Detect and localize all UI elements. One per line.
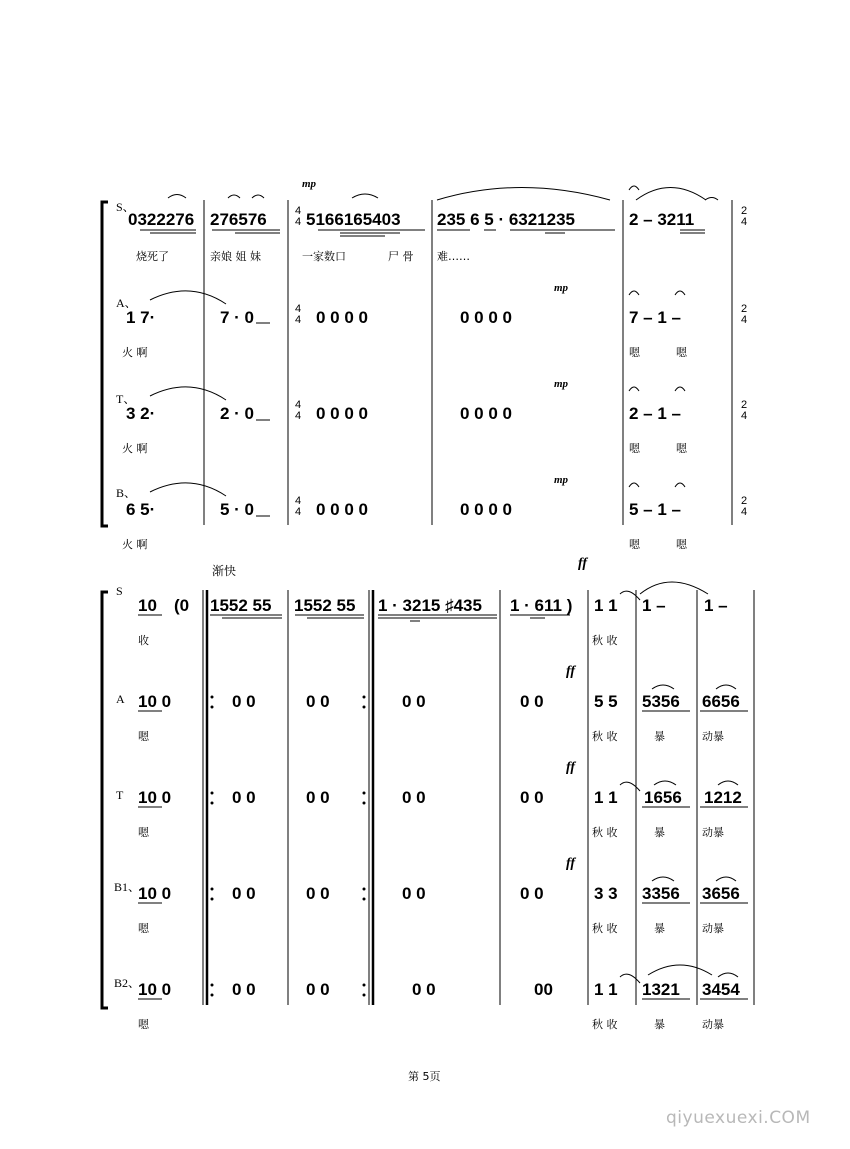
bass-time-signature: 4 4: [294, 495, 302, 518]
b2-lyric-1: 嗯: [138, 1018, 149, 1031]
a-lyric-3: 嗯: [676, 346, 687, 359]
b1-n7: 3356: [642, 884, 680, 903]
alto-dynamics: mp: [554, 282, 569, 294]
t2-lyric-3: 暴: [654, 826, 665, 839]
t-bar3-notes: 0 0 0 0: [316, 404, 368, 423]
b-lyric-2: 嗯: [629, 538, 640, 551]
b-bar3-notes: 0 0 0 0: [316, 500, 368, 519]
part-label-bass: B、: [116, 486, 137, 500]
a2-n2: 0 0: [232, 692, 256, 711]
tenor-dynamics: mp: [554, 378, 569, 390]
t-bar5-notes: 2 – 1 –: [629, 404, 681, 423]
b2-n4: 0 0: [412, 980, 436, 999]
a2-n8: 6656: [702, 692, 740, 711]
s2-n8: 1 –: [642, 596, 666, 615]
b2-lyric-3: 暴: [654, 1018, 665, 1031]
b2-n3: 0 0: [306, 980, 330, 999]
s2-lyric-1: 收: [138, 634, 149, 647]
system1-beams: [140, 230, 705, 516]
b2-n2: 0 0: [232, 980, 256, 999]
b-bar1-notes: 6 5·: [126, 500, 156, 519]
b1-n3: 0 0: [306, 884, 330, 903]
s-lyric-2: 亲娘 姐 妹: [210, 250, 261, 263]
b2-n5: 00: [534, 980, 553, 999]
b1-dynamics: ff: [566, 856, 576, 871]
alto-time-signature: 4 4: [294, 303, 302, 326]
b2-n1: 10 0: [138, 980, 172, 999]
b-bar2-notes: 5 · 0: [220, 500, 255, 519]
a2-n7: 5356: [642, 692, 680, 711]
time-signature-2-4: 2 4: [740, 205, 748, 228]
s2-n2: (0: [174, 596, 190, 615]
a2-n3: 0 0: [306, 692, 330, 711]
t2-n1: 10 0: [138, 788, 172, 807]
b1-lyric-1: 嗯: [138, 922, 149, 935]
a-bar1-notes: 1 7·: [126, 308, 156, 327]
s-bar2-notes: 276576: [210, 210, 267, 229]
dynamics-ff: ff: [578, 556, 588, 571]
b-bar5-notes: 5 – 1 –: [629, 500, 681, 519]
s-lyric-3: 一家数口: [302, 250, 346, 263]
s-bar3-notes: 5166165403: [306, 210, 401, 229]
page-number: 第 5页: [408, 1070, 441, 1083]
part-label-alto: A、: [116, 296, 137, 310]
tenor-time-signature: 4 4: [294, 399, 302, 422]
b-bar4-notes: 0 0 0 0: [460, 500, 512, 519]
a2-n4: 0 0: [402, 692, 426, 711]
bass-dynamics: mp: [554, 474, 569, 486]
t-lyric-3: 嗯: [676, 442, 687, 455]
t-bar2-notes: 2 · 0: [220, 404, 255, 423]
a-bar4-notes: 0 0 0 0: [460, 308, 512, 327]
t2-dynamics: ff: [566, 760, 576, 775]
b1-n2: 0 0: [232, 884, 256, 903]
t2-lyric-2: 秋 收: [592, 826, 618, 839]
b-lyric-1: 火 啊: [122, 538, 148, 551]
t2-n6: 1 1: [594, 788, 618, 807]
s2-n9: 1 –: [704, 596, 728, 615]
a2-n1: 10 0: [138, 692, 172, 711]
b1-label: B1、: [114, 880, 141, 894]
t2-n5: 0 0: [520, 788, 544, 807]
a2-n5: 0 0: [520, 692, 544, 711]
b2-n6: 1 1: [594, 980, 618, 999]
a-bar2-notes: 7 · 0: [220, 308, 255, 327]
b1-n8: 3656: [702, 884, 740, 903]
s2-n7: 1 1: [594, 596, 618, 615]
s-lyric-5: 难……: [437, 250, 470, 263]
a2-label: A: [116, 692, 125, 706]
t2-n8: 1212: [704, 788, 742, 807]
b1-n1: 10 0: [138, 884, 172, 903]
a-bar5-notes: 7 – 1 –: [629, 308, 681, 327]
b1-lyric-2: 秋 收: [592, 922, 618, 935]
bass-time-signature-out: 2 4: [740, 495, 748, 518]
s-bar4-notes: 235 6 5 · 6321235: [437, 210, 576, 229]
a2-lyric-1: 嗯: [138, 730, 149, 743]
b1-lyric-4: 动暴: [702, 922, 724, 935]
b1-n4: 0 0: [402, 884, 426, 903]
b2-lyric-2: 秋 收: [592, 1018, 618, 1031]
tenor-time-signature-out: 2 4: [740, 399, 748, 422]
t2-n4: 0 0: [402, 788, 426, 807]
t-lyric-1: 火 啊: [122, 442, 148, 455]
t2-n3: 0 0: [306, 788, 330, 807]
b1-n5: 0 0: [520, 884, 544, 903]
b2-label: B2、: [114, 976, 141, 990]
s2-lyric-2: 秋 收: [592, 634, 618, 647]
t2-n7: 1656: [644, 788, 682, 807]
a2-dynamics: ff: [566, 664, 576, 679]
s2-n4: 1552 55: [294, 596, 356, 615]
a2-n6: 5 5: [594, 692, 618, 711]
part-label-soprano: S、: [116, 200, 135, 214]
b-lyric-3: 嗯: [676, 538, 687, 551]
t-bar4-notes: 0 0 0 0: [460, 404, 512, 423]
s2-n5: 1 · 3215 ♯435: [378, 596, 482, 615]
s-lyric-1: 烧死了: [136, 250, 169, 263]
s-bar1-notes: 0322276: [128, 210, 195, 229]
b1-n6: 3 3: [594, 884, 618, 903]
t2-lyric-1: 嗯: [138, 826, 149, 839]
b2-n8: 3454: [702, 980, 740, 999]
system1-barlines: [204, 200, 732, 525]
dynamics-mp: mp: [302, 178, 317, 190]
a2-lyric-4: 动暴: [702, 730, 724, 743]
a-lyric-2: 嗯: [629, 346, 640, 359]
a-lyric-1: 火 啊: [122, 346, 148, 359]
watermark-text: qiyuexuexi.COM: [666, 1108, 811, 1128]
t2-lyric-4: 动暴: [702, 826, 724, 839]
t2-label: T: [116, 788, 124, 802]
a2-lyric-2: 秋 收: [592, 730, 618, 743]
tempo-marking: 渐快: [212, 564, 237, 578]
time-signature-4-4: 4 4: [294, 205, 302, 228]
system1-brace: [102, 202, 108, 526]
t-bar1-notes: 3 2·: [126, 404, 156, 423]
t-lyric-2: 嗯: [629, 442, 640, 455]
part-label-tenor: T、: [116, 392, 136, 406]
s-lyric-4: 尸 骨: [388, 250, 414, 263]
a2-lyric-3: 暴: [654, 730, 665, 743]
b1-lyric-3: 暴: [654, 922, 665, 935]
alto-time-signature-out: 2 4: [740, 303, 748, 326]
s2-n1: 10: [138, 596, 157, 615]
s2-label: S: [116, 584, 123, 598]
t2-n2: 0 0: [232, 788, 256, 807]
a-bar3-notes: 0 0 0 0: [316, 308, 368, 327]
system2-brace: [102, 592, 108, 1008]
b2-n7: 1321: [642, 980, 680, 999]
s2-n3: 1552 55: [210, 596, 272, 615]
s-bar5-notes: 2 – 3211: [629, 210, 695, 229]
b2-lyric-4: 动暴: [702, 1018, 724, 1031]
s2-n6: 1 · 611 ): [510, 596, 573, 615]
